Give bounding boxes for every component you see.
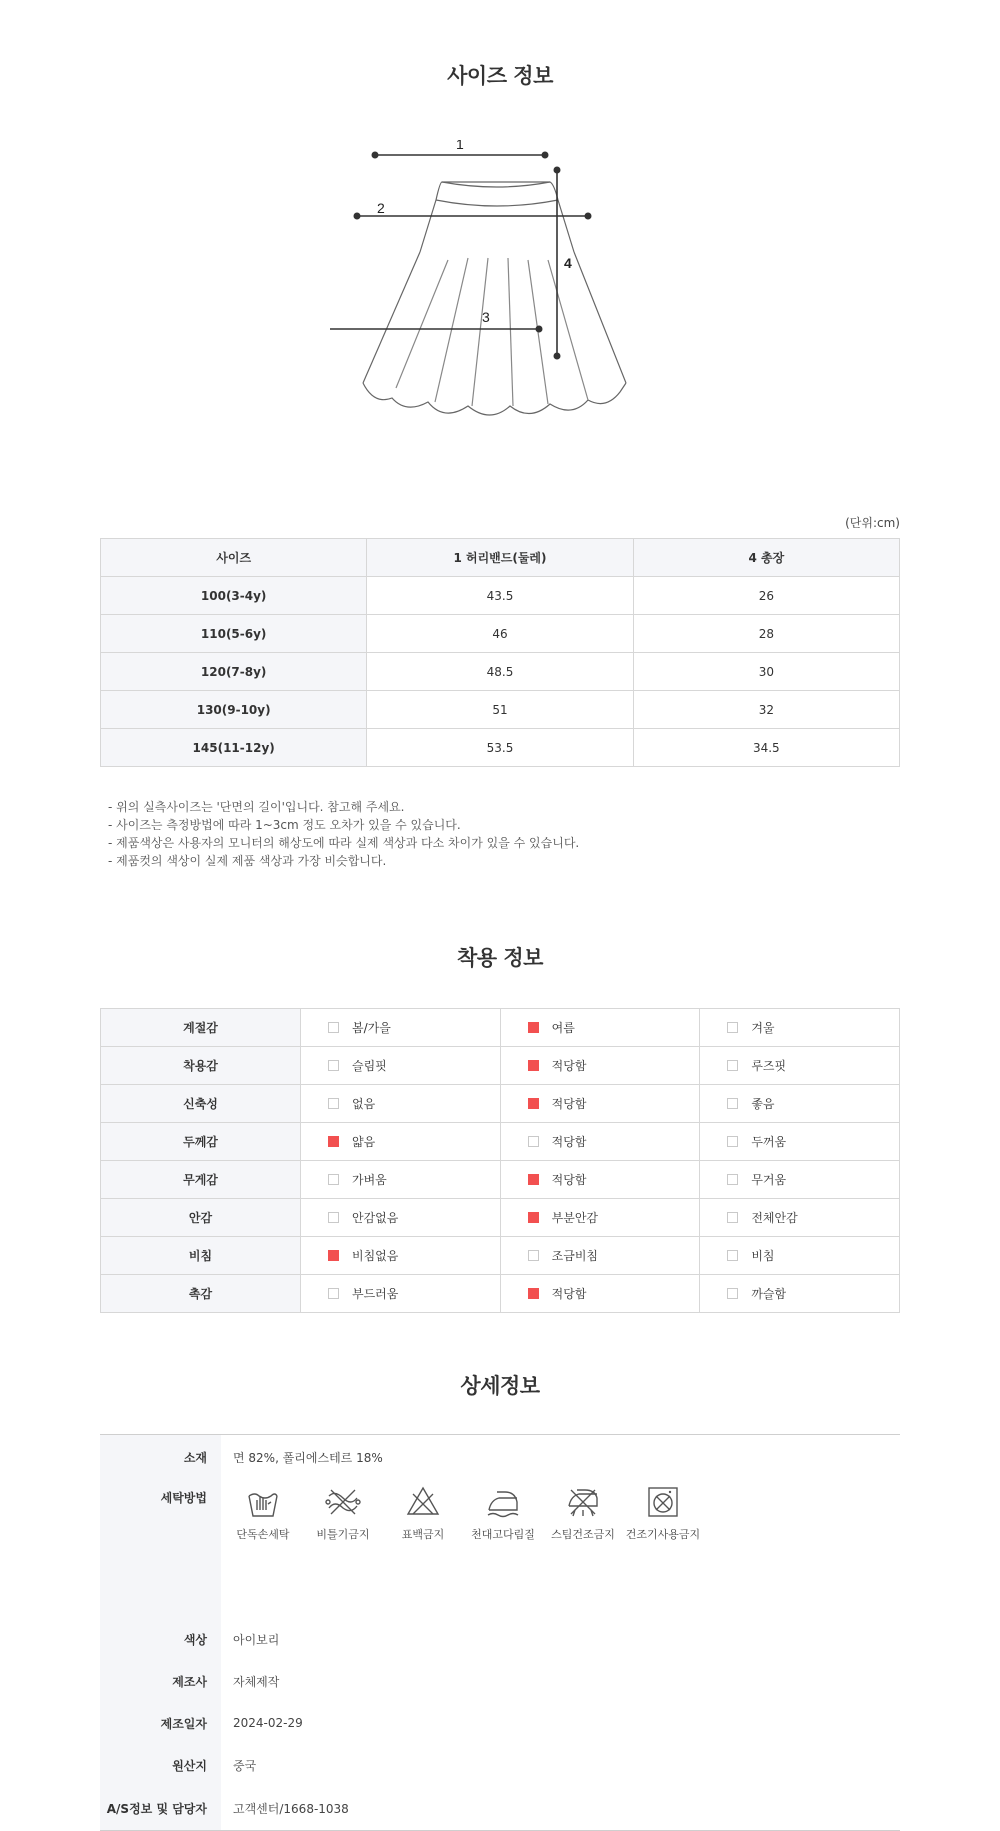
wear-option-label: 적당함 bbox=[551, 1287, 587, 1301]
wear-option bbox=[500, 1275, 700, 1313]
header-length: 4 총장 bbox=[633, 539, 899, 577]
wear-row bbox=[101, 1237, 900, 1275]
wear-row-label: 두께감 bbox=[101, 1123, 301, 1161]
wear-row-label: 비침 bbox=[101, 1237, 301, 1275]
wear-option bbox=[500, 1199, 700, 1237]
table-row bbox=[101, 577, 900, 615]
wear-row-label: 무게감 bbox=[101, 1161, 301, 1199]
care-icons bbox=[223, 1480, 899, 1542]
wear-option bbox=[700, 1009, 900, 1047]
note-item: - 제품색상은 사용자의 모니터의 해상도에 따라 실제 색상과 다소 차이가 있을 수 있습니다. bbox=[108, 836, 580, 850]
care-label: 건조기사용금지 bbox=[625, 1528, 701, 1541]
care-item bbox=[303, 1484, 383, 1542]
wear-option bbox=[700, 1047, 900, 1085]
note-item: - 제품컷의 색상이 실제 제품 색상과 가장 비슷합니다. bbox=[108, 854, 387, 868]
material-row bbox=[100, 1435, 900, 1480]
manufacture-date-value: 2024-02-29 bbox=[233, 1716, 303, 1730]
material-value: 면 82%, 폴리에스테르 18% bbox=[233, 1450, 383, 1465]
wear-row bbox=[101, 1009, 900, 1047]
washing-label: 세탁방법 bbox=[100, 1479, 221, 1618]
detail-info-title: 상세정보 bbox=[460, 1374, 540, 1398]
length-cell: 26 bbox=[633, 577, 899, 615]
unchecked-box-icon bbox=[528, 1136, 539, 1147]
material-label: 소재 bbox=[100, 1435, 221, 1480]
wear-option bbox=[700, 1123, 900, 1161]
length-cell: 28 bbox=[633, 615, 899, 653]
no-bleach-icon bbox=[405, 1484, 441, 1520]
wear-option-label: 적당함 bbox=[551, 1173, 587, 1187]
iron-with-cloth-icon bbox=[485, 1484, 521, 1520]
checked-box-icon bbox=[328, 1250, 339, 1261]
unchecked-box-icon bbox=[528, 1250, 539, 1261]
no-steam-iron-icon bbox=[565, 1484, 601, 1520]
manufacturer-label: 제조사 bbox=[100, 1660, 221, 1702]
diagram-label-2: 2 bbox=[377, 200, 385, 216]
care-item bbox=[543, 1484, 623, 1542]
wear-row-label: 안감 bbox=[101, 1199, 301, 1237]
skirt-measurement-diagram bbox=[330, 140, 670, 430]
wear-option-label: 슬림핏 bbox=[352, 1059, 387, 1073]
checked-box-icon bbox=[528, 1060, 539, 1071]
checked-box-icon bbox=[528, 1098, 539, 1109]
wear-option bbox=[301, 1047, 501, 1085]
size-notes bbox=[108, 798, 579, 870]
care-label: 천대고다림질 bbox=[471, 1528, 535, 1541]
unchecked-box-icon bbox=[727, 1060, 738, 1071]
wear-option-label: 조금비침 bbox=[551, 1249, 599, 1263]
checked-box-icon bbox=[528, 1288, 539, 1299]
size-cell: 120(7-8y) bbox=[101, 653, 367, 691]
wear-option bbox=[500, 1047, 700, 1085]
size-info-title: 사이즈 정보 bbox=[447, 64, 553, 88]
header-size: 사이즈 bbox=[101, 539, 367, 577]
no-tumble-dry-icon bbox=[645, 1484, 681, 1520]
wear-row-label: 촉감 bbox=[101, 1275, 301, 1313]
wear-option bbox=[500, 1123, 700, 1161]
waist-cell: 51 bbox=[367, 691, 633, 729]
unit-label: (단위:cm) bbox=[845, 516, 900, 530]
wear-row bbox=[101, 1275, 900, 1313]
wear-option-label: 적당함 bbox=[551, 1135, 587, 1149]
wear-option bbox=[301, 1199, 501, 1237]
wear-row-label: 신축성 bbox=[101, 1085, 301, 1123]
unchecked-box-icon bbox=[328, 1288, 339, 1299]
size-cell: 100(3-4y) bbox=[101, 577, 367, 615]
wear-option bbox=[500, 1161, 700, 1199]
unchecked-box-icon bbox=[328, 1022, 339, 1033]
wear-row bbox=[101, 1085, 900, 1123]
wear-option bbox=[301, 1161, 501, 1199]
size-table-header bbox=[101, 539, 900, 577]
waist-cell: 46 bbox=[367, 615, 633, 653]
unchecked-box-icon bbox=[727, 1174, 738, 1185]
wear-option-label: 부드러움 bbox=[352, 1287, 399, 1301]
wear-option-label: 없음 bbox=[352, 1097, 376, 1111]
unchecked-box-icon bbox=[328, 1098, 339, 1109]
unchecked-box-icon bbox=[727, 1212, 738, 1223]
wear-option-label: 무거움 bbox=[751, 1173, 787, 1187]
care-item bbox=[223, 1484, 303, 1542]
wear-option bbox=[700, 1085, 900, 1123]
info-row bbox=[100, 1618, 900, 1660]
care-item bbox=[463, 1484, 543, 1542]
wear-option-label: 전체안감 bbox=[751, 1211, 798, 1225]
wear-option-label: 가벼움 bbox=[352, 1173, 387, 1187]
size-cell: 110(5-6y) bbox=[101, 615, 367, 653]
care-item bbox=[623, 1484, 703, 1542]
color-value: 아이보리 bbox=[233, 1632, 280, 1647]
wear-option-label: 적당함 bbox=[551, 1059, 587, 1073]
unchecked-box-icon bbox=[727, 1250, 738, 1261]
care-label: 비틀기금지 bbox=[316, 1528, 370, 1541]
note-item: - 위의 실측사이즈는 '단면의 길이'입니다. 참고해 주세요. bbox=[108, 800, 405, 814]
wear-option bbox=[500, 1009, 700, 1047]
wear-option-label: 두꺼움 bbox=[751, 1135, 787, 1149]
care-label: 단독손세탁 bbox=[236, 1528, 290, 1541]
manufacture-date-label: 제조일자 bbox=[100, 1702, 221, 1744]
wear-info-title: 착용 정보 bbox=[457, 946, 543, 970]
hand-wash-icon bbox=[245, 1484, 281, 1520]
unchecked-box-icon bbox=[328, 1212, 339, 1223]
wear-option-label: 부분안감 bbox=[551, 1211, 599, 1225]
checked-box-icon bbox=[528, 1212, 539, 1223]
table-row bbox=[101, 615, 900, 653]
unchecked-box-icon bbox=[727, 1136, 738, 1147]
table-row bbox=[101, 691, 900, 729]
wear-row-label: 계절감 bbox=[101, 1009, 301, 1047]
waist-cell: 53.5 bbox=[367, 729, 633, 767]
length-cell: 30 bbox=[633, 653, 899, 691]
length-cell: 32 bbox=[633, 691, 899, 729]
header-waist: 1 허리밴드(둘레) bbox=[367, 539, 633, 577]
waist-cell: 43.5 bbox=[367, 577, 633, 615]
wear-option-label: 얇음 bbox=[352, 1135, 376, 1149]
diagram-label-3: 3 bbox=[482, 309, 490, 325]
wear-option bbox=[301, 1009, 501, 1047]
wear-option-label: 비침 bbox=[751, 1249, 775, 1263]
info-row bbox=[100, 1786, 900, 1831]
wear-option-label: 봄/가을 bbox=[352, 1021, 391, 1035]
as-info-value: 고객센터/1668-1038 bbox=[233, 1801, 349, 1816]
info-row bbox=[100, 1744, 900, 1786]
size-cell: 130(9-10y) bbox=[101, 691, 367, 729]
unchecked-box-icon bbox=[328, 1174, 339, 1185]
wear-info-table bbox=[100, 1008, 900, 1313]
wear-option bbox=[301, 1085, 501, 1123]
unchecked-box-icon bbox=[727, 1022, 738, 1033]
wear-option-label: 여름 bbox=[551, 1021, 575, 1035]
wear-option-label: 루즈핏 bbox=[751, 1059, 787, 1073]
care-label: 스팀건조금지 bbox=[551, 1528, 615, 1541]
wear-option bbox=[301, 1123, 501, 1161]
table-row bbox=[101, 653, 900, 691]
wear-row bbox=[101, 1161, 900, 1199]
wear-option-label: 겨울 bbox=[751, 1021, 775, 1035]
wear-option-label: 적당함 bbox=[551, 1097, 587, 1111]
diagram-label-1: 1 bbox=[456, 140, 464, 152]
wear-row bbox=[101, 1199, 900, 1237]
wear-row-label: 착용감 bbox=[101, 1047, 301, 1085]
wear-option bbox=[301, 1237, 501, 1275]
checked-box-icon bbox=[528, 1174, 539, 1185]
unchecked-box-icon bbox=[727, 1098, 738, 1109]
checked-box-icon bbox=[328, 1136, 339, 1147]
unchecked-box-icon bbox=[328, 1060, 339, 1071]
wear-option-label: 좋음 bbox=[751, 1097, 775, 1111]
info-row bbox=[100, 1660, 900, 1702]
manufacturer-value: 자체제작 bbox=[233, 1674, 280, 1689]
no-wring-icon bbox=[325, 1484, 361, 1520]
size-table bbox=[100, 538, 900, 767]
wear-option bbox=[500, 1237, 700, 1275]
origin-value: 중국 bbox=[233, 1758, 257, 1773]
length-cell: 34.5 bbox=[633, 729, 899, 767]
wear-option-label: 까슬함 bbox=[751, 1287, 787, 1301]
as-info-label: A/S정보 및 담당자 bbox=[100, 1786, 221, 1831]
care-item bbox=[383, 1484, 463, 1542]
wear-row bbox=[101, 1047, 900, 1085]
wear-option bbox=[700, 1275, 900, 1313]
checked-box-icon bbox=[528, 1022, 539, 1033]
wear-option bbox=[700, 1161, 900, 1199]
table-row bbox=[101, 729, 900, 767]
wear-option bbox=[700, 1237, 900, 1275]
wear-option-label: 안감없음 bbox=[352, 1211, 399, 1225]
size-cell: 145(11-12y) bbox=[101, 729, 367, 767]
color-label: 색상 bbox=[100, 1618, 221, 1660]
wear-option bbox=[700, 1199, 900, 1237]
detail-info-table bbox=[100, 1434, 900, 1831]
waist-cell: 48.5 bbox=[367, 653, 633, 691]
wear-option bbox=[301, 1275, 501, 1313]
wear-row bbox=[101, 1123, 900, 1161]
wear-option-label: 비침없음 bbox=[352, 1249, 399, 1263]
diagram-label-4: 4 bbox=[564, 255, 572, 271]
origin-label: 원산지 bbox=[100, 1744, 221, 1786]
unchecked-box-icon bbox=[727, 1288, 738, 1299]
washing-row bbox=[100, 1479, 900, 1618]
note-item: - 사이즈는 측정방법에 따라 1~3cm 정도 오차가 있을 수 있습니다. bbox=[108, 818, 461, 832]
info-row bbox=[100, 1702, 900, 1744]
care-label: 표백금지 bbox=[401, 1528, 445, 1541]
wear-option bbox=[500, 1085, 700, 1123]
